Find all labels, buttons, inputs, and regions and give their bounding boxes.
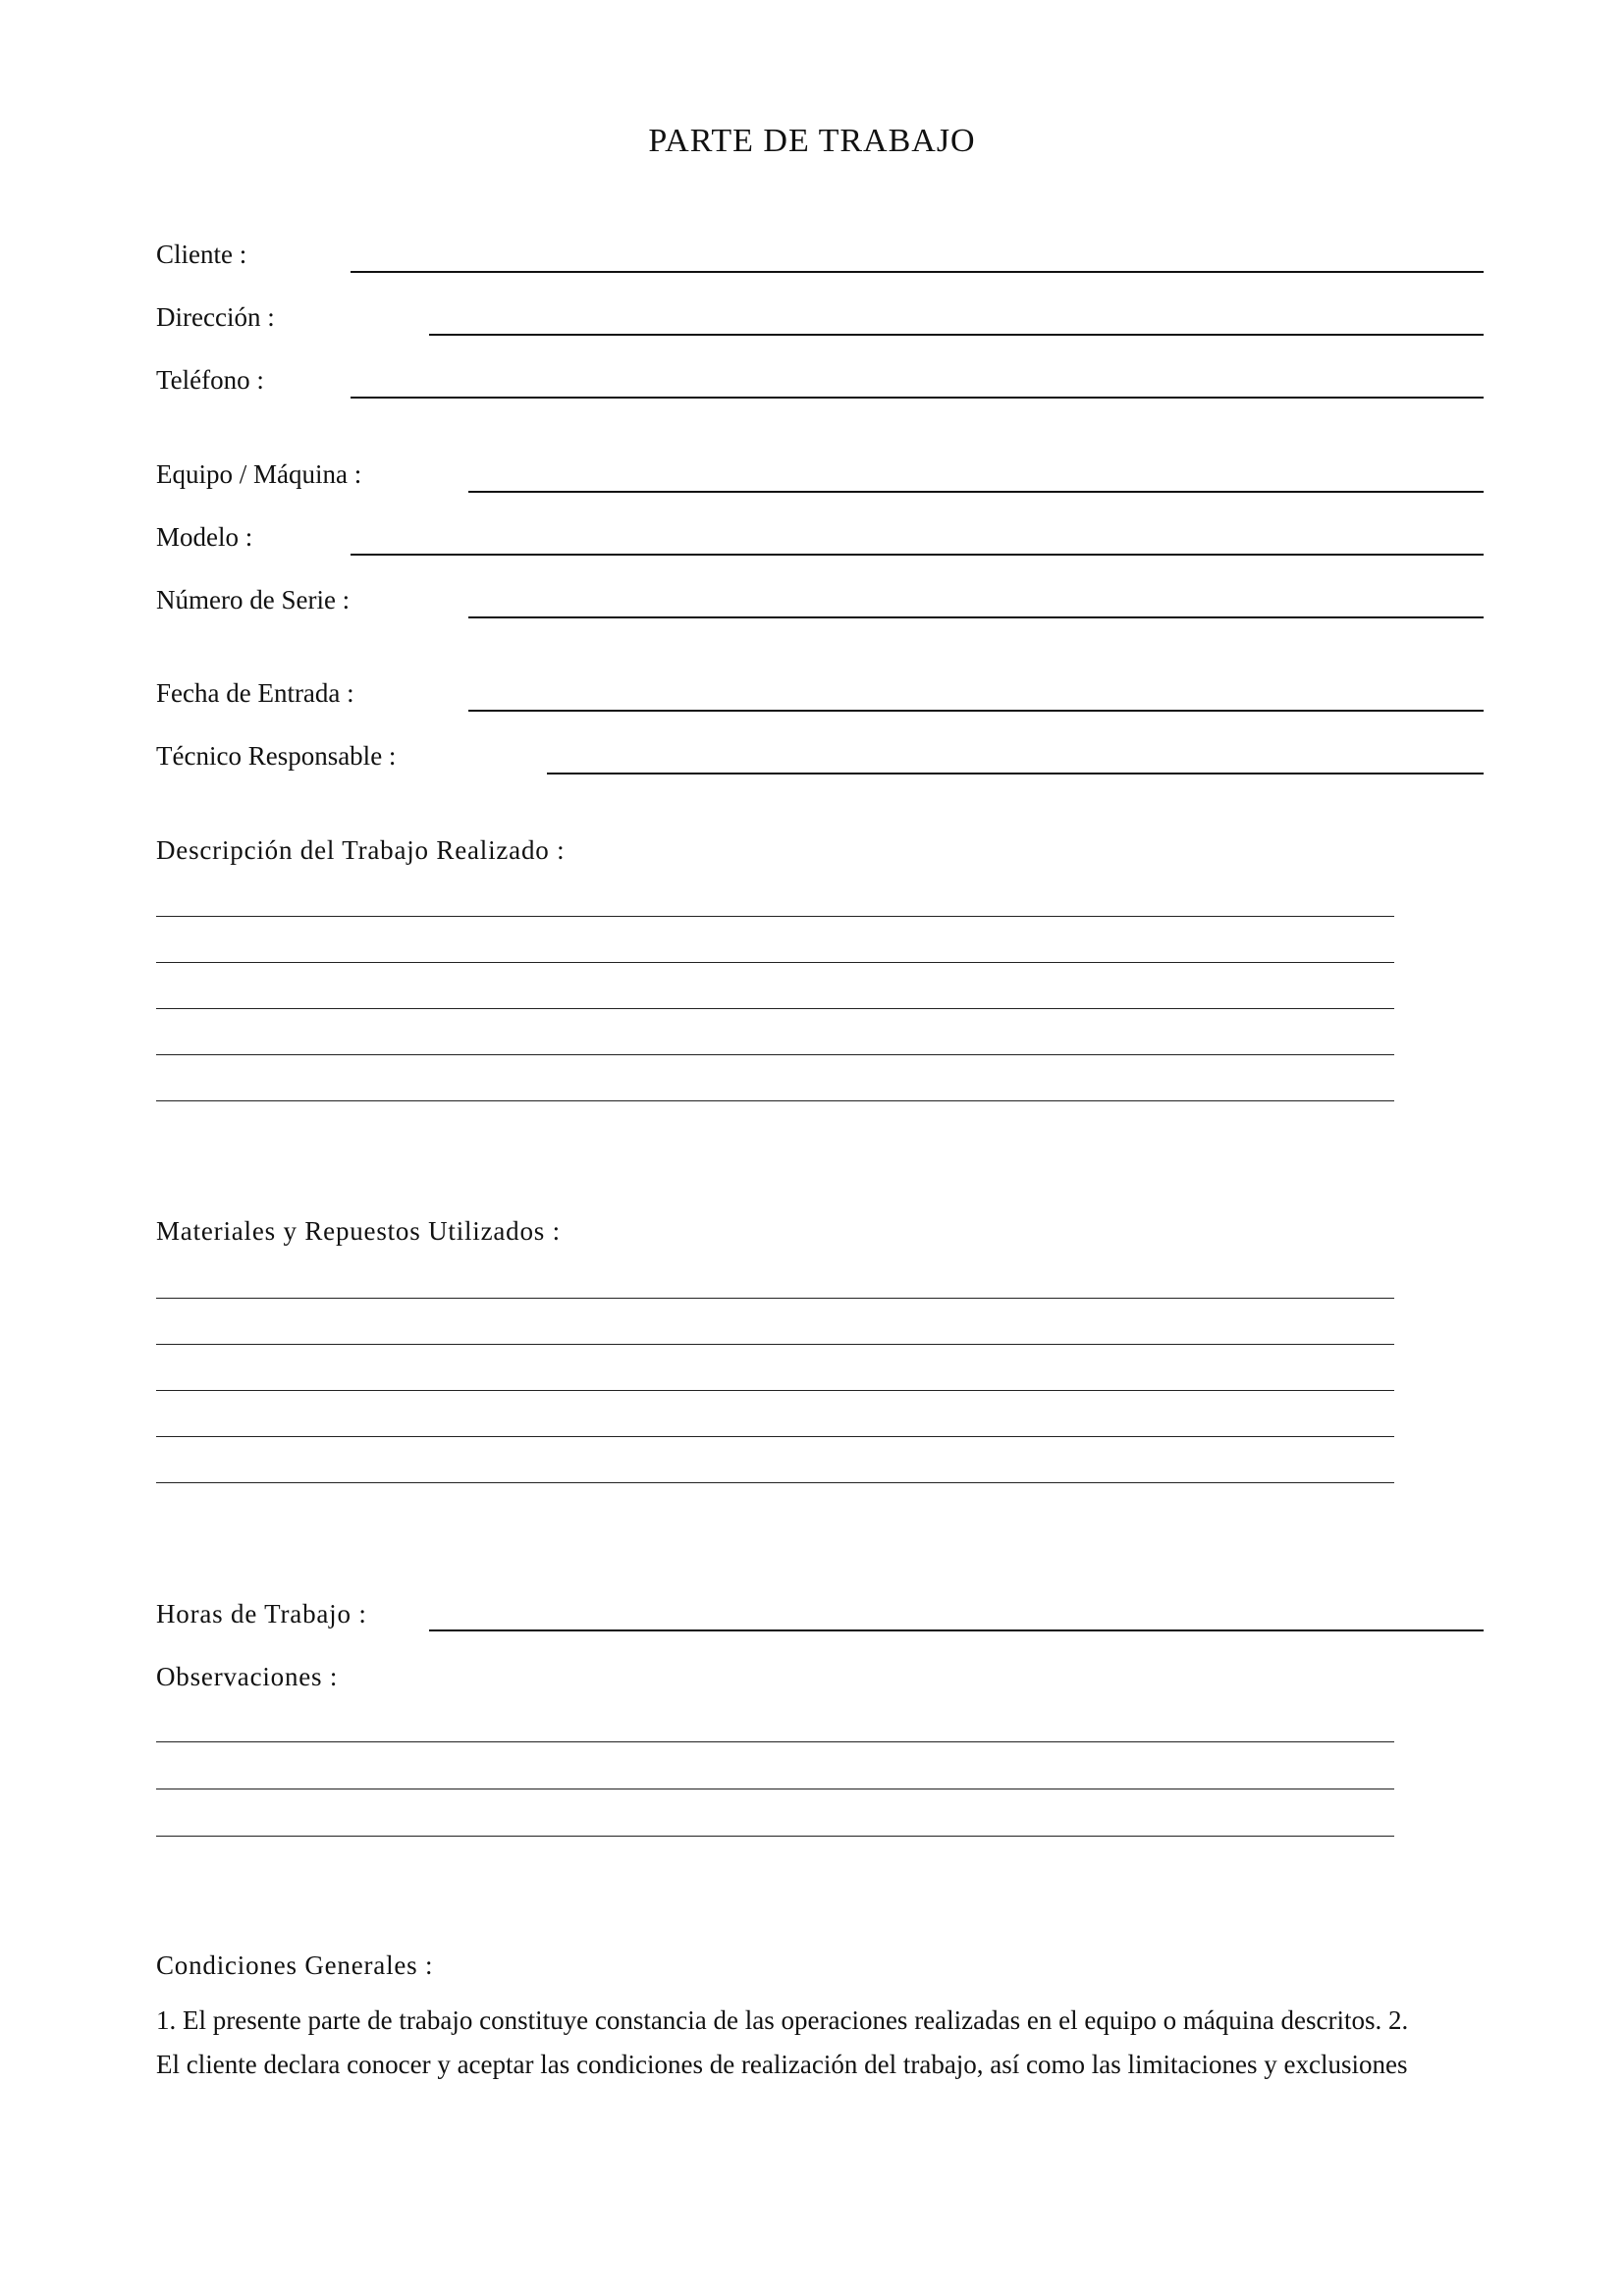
observations-line[interactable] bbox=[156, 1741, 1394, 1742]
serial-number-field[interactable] bbox=[468, 616, 1484, 618]
observations-label: Observaciones : bbox=[156, 1662, 339, 1691]
client-label: Cliente : bbox=[156, 240, 247, 269]
address-field[interactable] bbox=[429, 334, 1484, 336]
entry-date-field[interactable] bbox=[468, 710, 1484, 712]
technician-field[interactable] bbox=[547, 773, 1484, 774]
work-hours-field[interactable] bbox=[429, 1629, 1484, 1631]
equipment-field[interactable] bbox=[468, 491, 1484, 493]
client-field[interactable] bbox=[351, 271, 1484, 273]
materials-line[interactable] bbox=[156, 1436, 1394, 1437]
model-field[interactable] bbox=[351, 554, 1484, 556]
model-label: Modelo : bbox=[156, 522, 253, 552]
technician-label: Técnico Responsable : bbox=[156, 741, 397, 771]
work-description-label: Descripción del Trabajo Realizado : bbox=[156, 835, 566, 865]
phone-field[interactable] bbox=[351, 397, 1484, 399]
work-description-line[interactable] bbox=[156, 962, 1394, 963]
work-description-line[interactable] bbox=[156, 1100, 1394, 1101]
general-conditions-text bbox=[156, 1999, 1472, 2087]
work-hours-label: Horas de Trabajo : bbox=[156, 1599, 367, 1629]
equipment-label: Equipo / Máquina : bbox=[156, 459, 362, 489]
materials-line[interactable] bbox=[156, 1344, 1394, 1345]
entry-date-label: Fecha de Entrada : bbox=[156, 678, 354, 708]
general-conditions-line-2: El cliente declara conocer y aceptar las condiciones de realización del trabajo, así como las limitaciones y exclusiones bbox=[156, 2050, 1408, 2079]
materials-label: Materiales y Repuestos Utilizados : bbox=[156, 1216, 561, 1246]
serial-number-label: Número de Serie : bbox=[156, 585, 351, 614]
materials-line[interactable] bbox=[156, 1298, 1394, 1299]
general-conditions-label: Condiciones Generales : bbox=[156, 1950, 434, 1980]
work-description-line[interactable] bbox=[156, 916, 1394, 917]
observations-line[interactable] bbox=[156, 1836, 1394, 1837]
work-description-line[interactable] bbox=[156, 1008, 1394, 1009]
page-title: PARTE DE TRABAJO bbox=[648, 123, 976, 159]
phone-label: Teléfono : bbox=[156, 365, 264, 395]
work-description-line[interactable] bbox=[156, 1054, 1394, 1055]
address-label: Dirección : bbox=[156, 302, 275, 332]
general-conditions-line-1: 1. El presente parte de trabajo constituye constancia de las operaciones realizadas en el equipo o máquina descritos. 2. bbox=[156, 2005, 1409, 2035]
materials-line[interactable] bbox=[156, 1390, 1394, 1391]
materials-line[interactable] bbox=[156, 1482, 1394, 1483]
